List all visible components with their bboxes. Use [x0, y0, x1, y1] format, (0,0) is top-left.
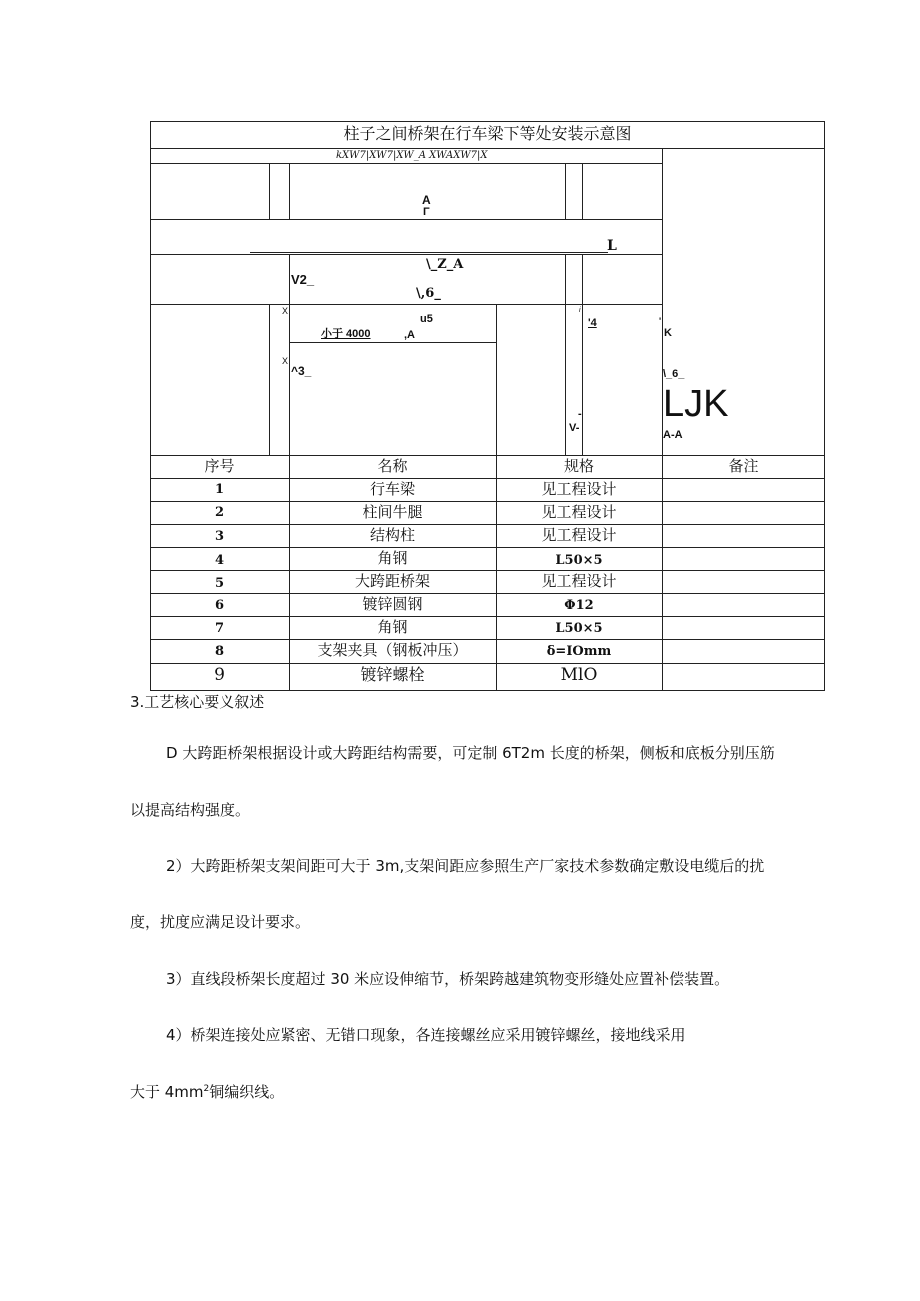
label-dash: -	[578, 408, 582, 420]
pattern-row: kXW7|XW7|XW_A XWAXW7|X	[336, 150, 488, 161]
label-six-b: \_6_	[663, 368, 685, 380]
row-no: 1	[214, 482, 225, 497]
header-no: 序号	[204, 457, 235, 475]
label-less-than-4000: 小于 4000	[321, 328, 371, 340]
row-name: 支架夹具（钢板冲压）	[317, 641, 468, 659]
label-v-dash: V-	[569, 422, 580, 434]
figure-title: 柱子之间桥架在行车梁下等处安装示意图	[343, 124, 632, 143]
label-v2: V2_	[291, 272, 315, 287]
row-no: 3	[214, 529, 225, 544]
row-spec: MlO	[560, 665, 598, 685]
label-x-top: X	[282, 306, 289, 316]
row-no: 2	[214, 505, 225, 520]
header-name: 名称	[377, 457, 408, 475]
label-x-mid: X	[282, 356, 289, 366]
row-name: 大跨距桥架	[354, 572, 430, 590]
section-heading: 3.工艺核心要义叙述	[130, 693, 265, 711]
label-section-a-a: A-A	[663, 429, 683, 441]
row-no: 5	[214, 576, 225, 591]
row-name: 结构柱	[369, 526, 415, 544]
label-k: K	[664, 327, 672, 339]
row-name: 角钢	[377, 618, 408, 636]
paragraph-1-line-2: 以提高结构强度。	[130, 801, 251, 819]
paragraph-2-line-2: 度，扰度应满足设计要求。	[130, 913, 311, 931]
label-a: A	[422, 193, 431, 207]
row-name: 行车梁	[369, 480, 415, 498]
paragraph-3: 3）直线段桥架长度超过 30 米应设伸缩节，桥架跨越建筑物变形缝处应置补偿装置。	[166, 970, 730, 988]
row-spec: 见工程设计	[541, 572, 617, 590]
row-no: 4	[214, 553, 225, 568]
row-no: 6	[214, 598, 225, 613]
row-spec: 见工程设计	[541, 503, 617, 521]
row-spec: δ=IOmm	[546, 644, 612, 659]
label-u5: u5	[420, 313, 433, 325]
label-gamma: Γ	[423, 206, 430, 218]
row-name: 角钢	[377, 549, 408, 567]
paragraph-2-line-1: 2）大跨距桥架支架间距可大于 3m,支架间距应参照生产厂家技术参数确定敷设电缆后的扰	[166, 857, 765, 875]
row-name: 柱间牛腿	[362, 503, 423, 521]
label-z-a: \_Z_A	[426, 257, 464, 272]
header-spec: 规格	[563, 457, 594, 475]
row-spec: L50×5	[555, 553, 603, 568]
paragraph-4-line-2	[130, 1085, 284, 1100]
row-spec: 见工程设计	[541, 480, 617, 498]
superscript-two: 2	[203, 1084, 210, 1094]
row-spec: 见工程设计	[541, 526, 617, 544]
paragraph-4-post: 铜编织线。	[209, 1083, 285, 1101]
paragraph-4-pre: 大于 4mm	[130, 1083, 204, 1101]
label-i: i	[579, 307, 581, 314]
label-six-a: \,6_	[416, 286, 441, 301]
row-name: 镀锌圆钢	[362, 595, 423, 613]
row-spec: L50×5	[555, 621, 603, 636]
row-no: 7	[214, 621, 225, 636]
row-name: 镀锌螺栓	[360, 665, 425, 684]
paragraph-1-line-1: D 大跨距桥架根据设计或大跨距结构需要，可定制 6T2m 长度的桥架，侧板和底板分别压筋	[166, 744, 775, 762]
row-spec: Φ12	[564, 598, 594, 613]
label-three: ^3_	[291, 364, 312, 378]
paragraph-4-line-1: 4）桥架连接处应紧密、无错口现象，各连接螺丝应采用镀锌螺丝，接地线采用	[166, 1026, 686, 1044]
label-ljk: LJK	[663, 383, 729, 425]
label-l: L	[607, 238, 617, 254]
label-a-comma: ,A	[404, 329, 415, 341]
row-no: 9	[214, 665, 225, 685]
label-tick: '	[659, 316, 662, 326]
label-four: '4	[588, 317, 597, 329]
row-no: 8	[214, 644, 225, 659]
header-remark: 备注	[728, 457, 759, 475]
